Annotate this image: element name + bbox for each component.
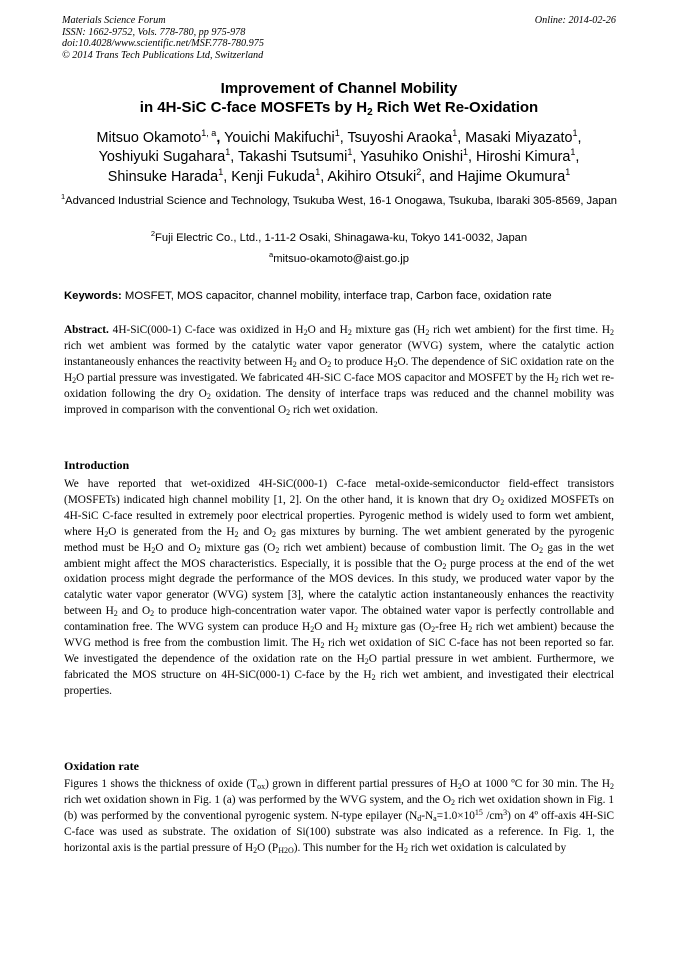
keywords-label: Keywords: (64, 290, 122, 302)
author-line-3: Shinsuke Harada$^1$, Kenji Fukuda$^1$, Akihiro Otsuki$^2$, and Hajime Okumura$^1$ (107, 166, 571, 185)
keywords (64, 289, 624, 303)
keywords-text: MOSFET, MOS capacitor, channel mobility, interface trap, Carbon face, oxidation rate (121, 290, 552, 302)
title-line-2: in 4H-SiC C-face MOSFETs by $H_2$ Rich Wet Re-Oxidation (139, 99, 539, 118)
issn-line: ISSN: 1662-9752, Vols. 778-780, pp 975-978 (62, 26, 246, 38)
section-heading-oxidation-rate: Oxidation rate (64, 759, 139, 773)
author-line-1: Mitsuo Okamoto$^{1, a}$, Youichi Makifuchi$^1$, Tsuyoshi Araoka$^1$, Masaki Miyazato$^1$, (96, 128, 582, 146)
author-line-2: Yoshiyuki Sugahara$^1$, Takashi Tsutsumi$^1$, Yasuhiko Onishi$^1$, Hiroshi Kimura$^1$, (98, 147, 580, 166)
online-date: Online: 2014-02-26 (534, 15, 616, 26)
introduction-paragraph: We have reported that wet-oxidized 4H-SiC(000-1) C-face metal-oxide-semiconductor field-effect transistors (MOSFETs) indicated high channel mobility [1, 2]. On the other hand, it is known that dry $O_2$ oxidized MOSFETs on 4H-SiC C-face resulted in extremely poor electrical properties. Pyrogenic method is widely used to form wet ambient, where $H_2O$ is generated from the $H_2$ and $O_2$ gas mixtures by burning. The wet ambient generated by the pyrogenic method must be $H_2O$ and $O_2$ mixture gas ($O_2$ rich wet ambient) because of combustion limit. The $O_2$ gas in the wet ambient might affect the MOS characteristics. Especially, it is possible that the $O_2$ purge process at the end of the wet oxidation process might degrade the performance of the MOS devices. In this study, we produced water vapor by the catalytic water vapor generator (WVG) system [3], where the catalytic action instantaneously enhances the reactivity between $H_2$ and $O_2$ to produce high-concentration water vapor. The obtained water vapor is perfectly controllable and contamination free. The WVG system can produce $H_2O$ and $H_2$ mixture gas ($O_2$-free $H_2$ rich wet ambient) because the WVG method is free from the combustion limit. The $H_2$ rich wet oxidation of SiC C-face has not been reported so far. We investigated the dependence of the oxidation rate on the $H_2O$ partial pressure in wet ambient. Furthermore, we fabricated the MOS structure on 4H-SiC(000-1) C-face by the $H_2$ rich wet ambient, and investigated their electrical properties. (64, 478, 614, 697)
affiliation-1: $^1$Advanced Industrial Science and Technology, Tsukuba West, 16-1 Onogawa, Tsukuba, Ibaraki 305-8569, Japan (60, 192, 618, 207)
oxidation-rate-paragraph: Figures 1 shows the thickness of oxide $(T_{ox})$ grown in different partial pressures of $H_2O$ at 1000 ºC for 30 min. The $H_2$ rich wet oxidation shown in Fig. 1 (a) was performed by the WVG system, and the $O_2$ rich wet oxidation shown in Fig. 1 (b) was performed by the conventional pyrogenic system. N-type epilayer ($N_d-N_a=1.0\times 10^{15}$ $/cm^3$) on 4º off-axis 4H-SiC C-face was used as substrate. The oxidation of Si(100) substrate was also indicated as a reference. In Fig. 1, the horizontal axis is the partial pressure of $H_2O$ $(P_{H2O})$. This number for the $H_2$ rich wet oxidation is calculated by (64, 778, 615, 855)
author-email: $^a$mitsuo-okamoto@aist.go.jp (269, 250, 409, 265)
paper-title (40, 79, 638, 117)
section-heading-introduction: Introduction (64, 458, 130, 472)
journal-name: Materials Science Forum (62, 15, 166, 26)
abstract-label: Abstract. (64, 324, 109, 336)
copyright-line: © 2014 Trans Tech Publications Ltd, Switzerland (62, 49, 264, 61)
affiliation-2: $^2$Fuji Electric Co., Ltd., 1-11-2 Osaki, Shinagawa-ku, Tokyo 141-0032, Japan (150, 229, 528, 244)
abstract-paragraph: Abstract. 4H-SiC(000-1) C-face was oxidized in $H_2O$ and $H_2$ mixture gas ($H_2$ rich wet ambient) for the first time. $H_2$ rich wet ambient was formed by the catalytic water vapor generator (WVG) system, where the catalytic action instantaneously enhances the reactivity between $H_2$ and $O_2$ to produce $H_2O$. The dependence of SiC oxidation rate on the $H_2O$ partial pressure was investigated. We fabricated 4H-SiC C-face MOS capacitor and MOSFET by the $H_2$ rich wet re-oxidation following the dry $O_2$ oxidation. The density of interface traps was reduced and the channel mobility was improved in comparison with the conventional $O_2$ rich wet oxidation. (64, 324, 614, 417)
author-list (50, 129, 628, 187)
journal-header (62, 15, 264, 61)
doi-line: doi:10.4028/www.scientific.net/MSF.778-780.975 (62, 38, 264, 50)
title-line-1: Improvement of Channel Mobility (220, 80, 458, 97)
